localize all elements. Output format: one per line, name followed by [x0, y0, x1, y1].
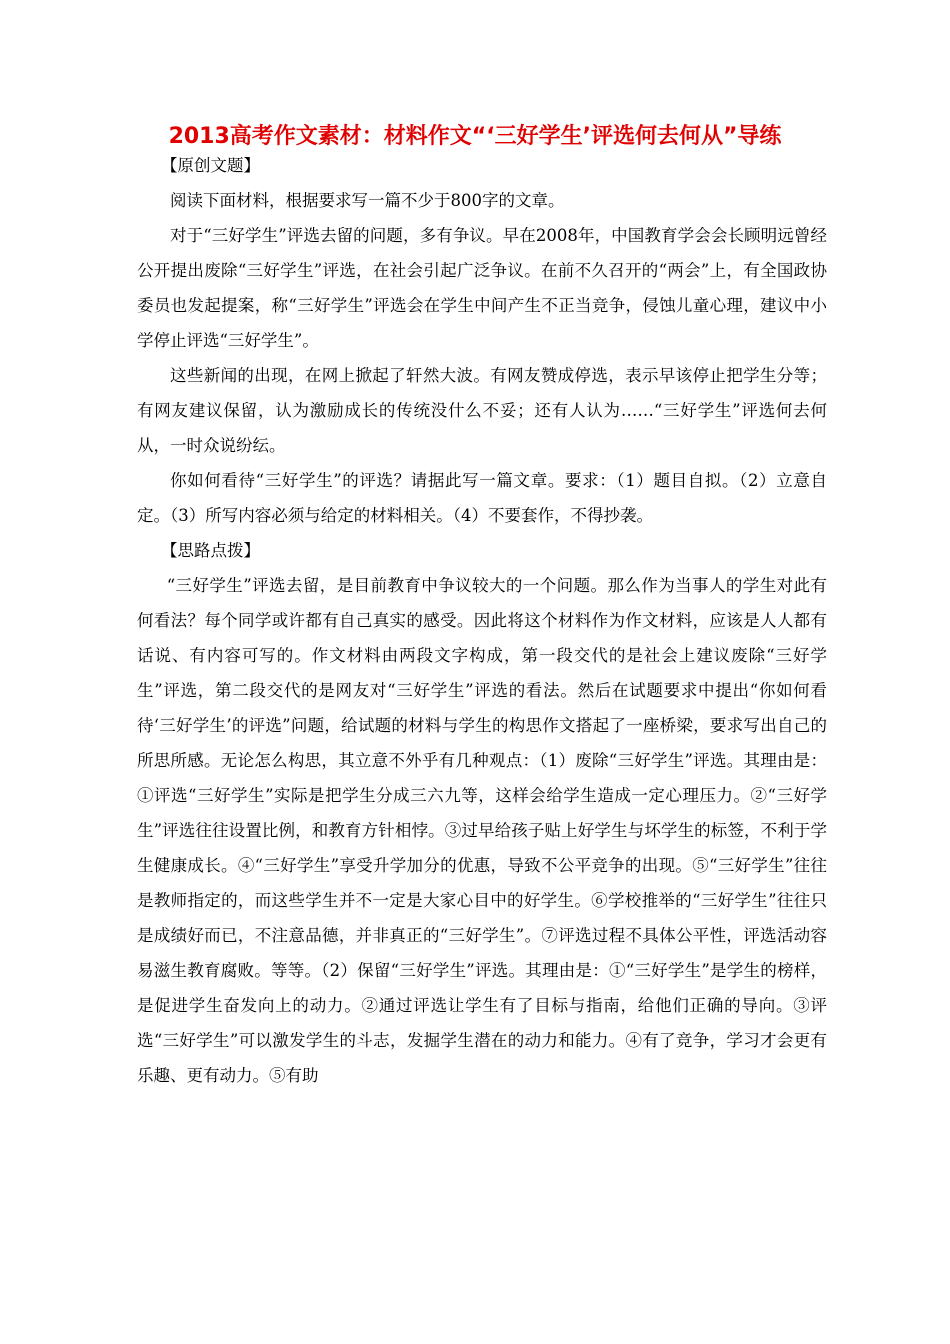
requirement-paragraph: 你如何看待“三好学生”的评选？请据此写一篇文章。要求：（1）题目自拟。（2）立意自定。（3）所写内容必须与给定的材料相关。（4）不要套作，不得抄袭。: [137, 471, 827, 525]
material-paragraph-2: 这些新闻的出现，在网上掀起了轩然大波。有网友赞成停选，表示早该停止把学生分等；有网友建议保留，认为激励成长的传统没什么不妥；还有人认为……“三好学生”评选何去何从，一时众说纷纭。: [137, 366, 827, 455]
instruction-paragraph: 阅读下面材料，根据要求写一篇不少于800字的文章。: [170, 191, 565, 210]
analysis-paragraph: “三好学生”评选去留，是目前教育中争议较大的一个问题。那么作为当事人的学生对此有何看法？每个同学或许都有自己真实的感受。因此将这个材料作为作文材料，应该是人人都有话说、有内容可写的。作文材料由两段文字构成，第一段交代的是社会上建议废除“三好学生”评选，第二段交代的是网友对“三好学生”评选的看法。然后在试题要求中提出“你如何看待‘三好学生’的评选”问题，给试题的材料与学生的构思作文搭起了一座桥梁，要求写出自己的所思所感。无论怎么构思，其立意不外乎有几种观点：（1）废除“三好学生”评选。其理由是：①评选“三好学生”实际是把学生分成三六九等，这样会给学生造成一定心理压力。②“三好学生”评选往往设置比例，和教育方针相悖。③过早给孩子贴上好学生与坏学生的标签，不利于学生健康成长。④“三好学生”享受升学加分的优惠，导致不公平竞争的出现。⑤“三好学生”往往是教师指定的，而这些学生并不一定是大家心目中的好学生。⑥学校推举的“三好学生”往往只是成绩好而已，不注意品德，并非真正的“三好学生”。⑦评选过程不具体公平性，评选活动容易滋生教育腐败。等等。（2）保留“三好学生”评选。其理由是：①“三好学生”是学生的榜样，是促进学生奋发向上的动力。②通过评选让学生有了目标与指南，给他们正确的导向。③评选“三好学生”可以激发学生的斗志，发掘学生潜在的动力和能力。④有了竞争，学习才会更有乐趣、更有动力。⑤有助: [137, 576, 827, 1085]
material-paragraph-1: 对于“三好学生”评选去留的问题，多有争议。早在2008年，中国教育学会会长顾明远曾经公开提出废除“三好学生”评选，在社会引起广泛争议。在前不久召开的“两会”上，有全国政协委员也发起提案，称“三好学生”评选会在学生中间产生不正当竞争，侵蚀儿童心理，建议中小学停止评选“三好学生”。: [137, 226, 827, 350]
document-title: 2013高考作文素材：材料作文“‘三好学生’评选何去何从”导练: [168, 124, 782, 149]
section-heading-original: 【原创文题】: [161, 156, 260, 175]
document-body: [137, 148, 827, 1093]
section-heading-hint: 【思路点拨】: [161, 541, 260, 560]
